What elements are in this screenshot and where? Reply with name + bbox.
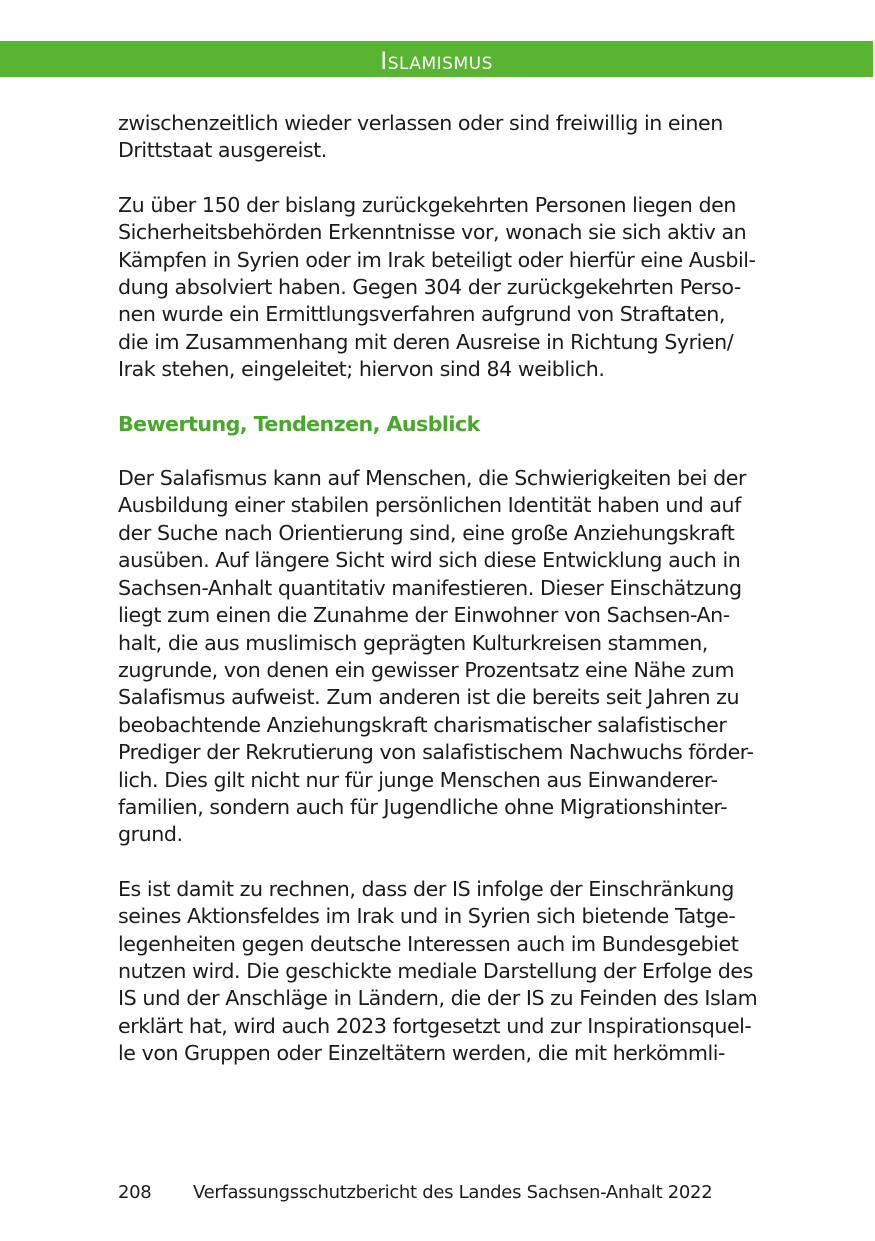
paragraph-3 [118,465,758,849]
text-line: le von Gruppen oder Einzeltätern werden, die mit herkömmli- [118,1041,726,1066]
text-line: liegt zum einen die Zunahme der Einwohner von Sachsen-An- [118,603,730,628]
paragraph-4 [118,876,758,1068]
section-header-bar [0,41,873,77]
text-line: grund. [118,822,183,847]
text-line: Sachsen-Anhalt quantitativ manifestieren. Dieser Einschätzung [118,575,742,600]
text-line: seines Aktionsfeldes im Irak und in Syrien sich bietende Tatge- [118,904,736,929]
text-line: zwischenzeitlich wieder verlassen oder sind freiwillig in einen [118,111,723,135]
text-line: dung absolviert haben. Gegen 304 der zurückgekehrten Perso- [118,275,741,300]
text-line: der Suche nach Orientierung sind, eine große Anziehungskraft [118,520,735,545]
section-title: Islamismus [380,47,493,75]
text-line: zugrunde, von denen ein gewisser Prozentsatz eine Nähe zum [118,657,735,682]
text-line: die im Zusammenhang mit deren Ausreise in Richtung Syrien/ [118,329,734,354]
text-line: familien, sondern auch für Jugendliche ohne Migrationshinter- [118,794,728,819]
text-line: beobachtende Anziehungskraft charismatischer salafistischer [118,712,727,737]
paragraph-1 [118,110,758,165]
text-line: Irak stehen, eingeleitet; hiervon sind 84 weiblich. [118,357,605,382]
text-line: halt, die aus muslimisch geprägten Kulturkreisen stammen, [118,630,708,655]
text-line: Der Salafismus kann auf Menschen, die Schwierigkeiten bei der [118,466,747,491]
text-line: lich. Dies gilt nicht nur für junge Menschen aus Einwanderer- [118,767,718,792]
text-line: Drittstaat ausgereist. [118,138,327,163]
page-number: 208 [118,1182,152,1203]
text-line: ausüben. Auf längere Sicht wird sich diese Entwicklung auch in [118,548,741,573]
text-line: IS und der Anschläge in Ländern, die der IS zu Feinden des Islam [118,986,758,1011]
text-line: Sicherheitsbehörden Erkenntnisse vor, wonach sie sich aktiv an [118,220,747,245]
text-line: erklärt hat, wird auch 2023 fortgesetzt und zur Inspirationsquel- [118,1013,752,1038]
page-footer [118,1181,712,1205]
text-line: nutzen wird. Die geschickte mediale Darstellung der Erfolge des [118,958,753,983]
section-heading: Bewertung, Tendenzen, Ausblick [118,411,480,436]
text-line: Zu über 150 der bislang zurückgekehrten Personen liegen den [118,192,736,217]
publication-title: Verfassungsschutzbericht des Landes Sachsen-Anhalt 2022 [193,1182,713,1203]
page-content [118,110,758,1095]
text-line: Ausbildung einer stabilen persönlichen Identität haben und auf [118,493,741,518]
text-line: nen wurde ein Ermittlungsverfahren aufgrund von Straftaten, [118,302,725,327]
paragraph-2 [118,192,758,384]
text-line: Salafismus aufweist. Zum anderen ist die bereits seit Jahren zu [118,685,740,710]
text-line: Kämpfen in Syrien oder im Irak beteiligt oder hierfür eine Ausbil- [118,247,756,272]
text-line: legenheiten gegen deutsche Interessen auch im Bundesgebiet [118,931,739,956]
text-line: Prediger der Rekrutierung von salafistischem Nachwuchs förder- [118,740,754,765]
text-line: Es ist damit zu rechnen, dass der IS infolge der Einschränkung [118,876,734,901]
